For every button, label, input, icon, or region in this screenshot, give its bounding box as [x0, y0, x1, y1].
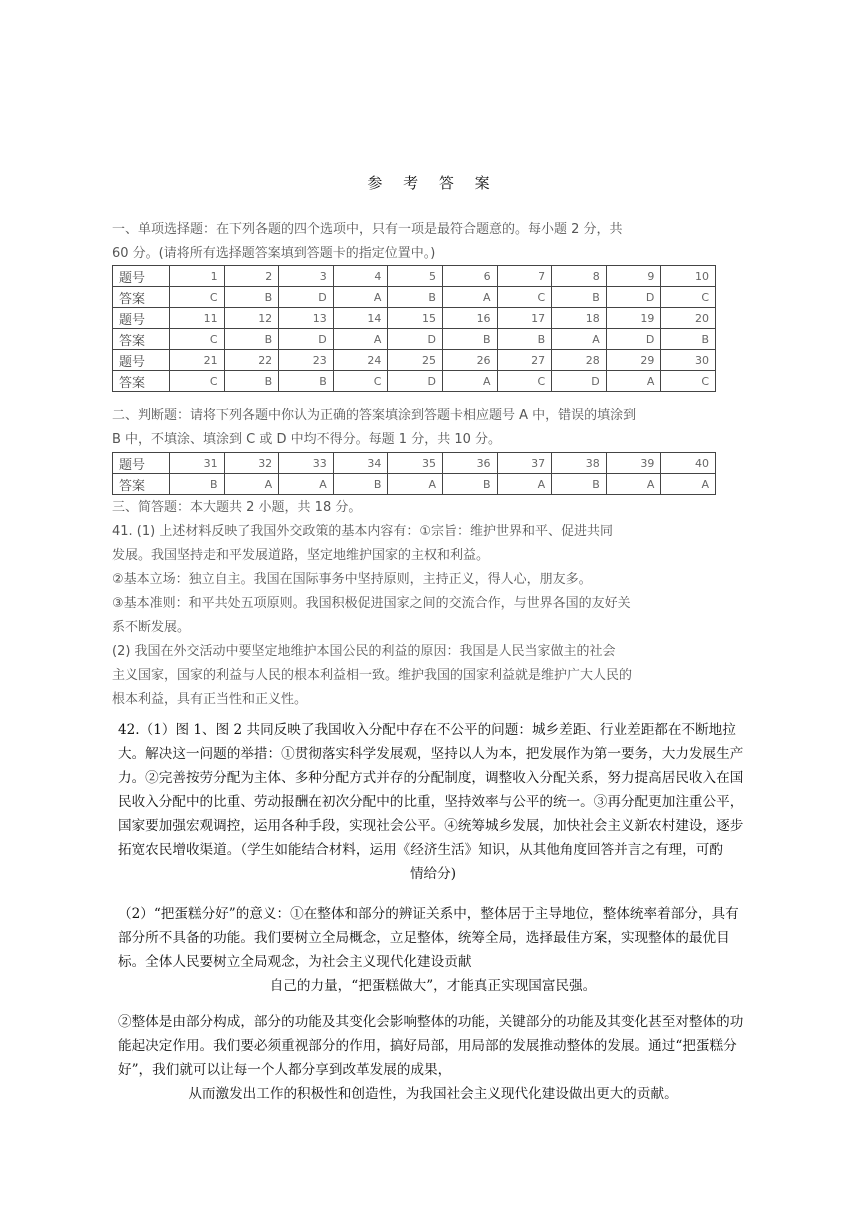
q41-line8: 根本利益，具有正当性和正义性。 [112, 692, 308, 707]
table-cell: 1 [170, 266, 225, 287]
table-cell: A [442, 371, 497, 392]
table-cell: A [497, 474, 552, 495]
table-cell: C [497, 371, 552, 392]
table-row [113, 287, 716, 308]
table-cell: 35 [388, 453, 443, 474]
table-cell: 14 [333, 308, 388, 329]
table-cell: A [661, 474, 716, 495]
row-header-cell: 题号 [113, 266, 170, 287]
table-cell: 20 [661, 308, 716, 329]
answer-table-judgement [112, 452, 716, 495]
table-cell: C [170, 371, 225, 392]
table-cell: 8 [552, 266, 607, 287]
q41-line2: 发展。我国坚持走和平发展道路，坚定地维护国家的主权和利益。 [112, 548, 490, 563]
table-cell: 24 [333, 350, 388, 371]
table-cell: A [333, 329, 388, 350]
table-cell: B [333, 474, 388, 495]
row-header-cell: 答案 [113, 371, 170, 392]
table-cell: D [279, 287, 334, 308]
q41-line7: 主义国家，国家的利益与人民的根本利益相一致。维护我国的国家利益就是维护广大人民的 [112, 668, 633, 683]
q41-line5: 系不断发展。 [112, 620, 191, 635]
table-cell: B [552, 474, 607, 495]
table-cell: 6 [442, 266, 497, 287]
answer-table-judgement-wrapper [112, 452, 718, 495]
table-cell: 7 [497, 266, 552, 287]
section2-line2: B 中，不填涂、填涂到 C 或 D 中均不得分。每题 1 分，共 10 分。 [112, 432, 502, 447]
table-row [113, 474, 716, 495]
table-cell: 3 [279, 266, 334, 287]
q42-part3-last: 从而激发出工作的积极性和创造性，为我国社会主义现代化建设做出更大的贡献。 [188, 1086, 678, 1102]
table-row [113, 308, 716, 329]
table-cell: D [606, 287, 661, 308]
q42-part2-last: 自己的力量，“把蛋糕做大”，才能真正实现国富民强。 [269, 978, 597, 994]
table-cell: 38 [552, 453, 607, 474]
section3-answers [112, 496, 722, 712]
table-cell: A [224, 474, 279, 495]
table-cell: B [224, 371, 279, 392]
table-cell: 12 [224, 308, 279, 329]
q42-part2 [118, 902, 748, 998]
table-row [113, 329, 716, 350]
q42-part2-body: （2）“把蛋糕分好”的意义：①在整体和部分的辨证关系中，整体居于主导地位，整体统率着部分，具有部分所不具备的功能。我们要树立全局概念，立足整体，统筹全局，选择最佳方案，实现整体的最优目标。全体人民要树立全局观念，为社会主义现代化建设贡献 [118, 906, 739, 970]
table-cell: C [170, 287, 225, 308]
table-cell: D [388, 329, 443, 350]
table-cell: 13 [279, 308, 334, 329]
table-cell: 16 [442, 308, 497, 329]
q41-line1: 41. (1) 上述材料反映了我国外交政策的基本内容有：①宗旨：维护世界和平、促进共同 [112, 524, 614, 539]
table-cell: D [388, 371, 443, 392]
q42-part3 [118, 1010, 748, 1106]
table-cell: 17 [497, 308, 552, 329]
answer-table-choice-wrapper [112, 265, 718, 392]
table-cell: A [606, 371, 661, 392]
page-title: 参 考 答 案 [367, 174, 498, 192]
table-cell: C [333, 371, 388, 392]
row-header-cell: 题号 [113, 308, 170, 329]
section3-heading: 三、简答题：本大题共 2 小题，共 18 分。 [112, 500, 362, 515]
table-cell: 31 [170, 453, 225, 474]
table-cell: B [224, 329, 279, 350]
table-cell: 19 [606, 308, 661, 329]
section1-instructions [112, 218, 718, 266]
q41-line6: (2) 我国在外交活动中要坚定地维护本国公民的利益的原因：我国是人民当家做主的社会 [112, 644, 616, 659]
table-cell: A [606, 474, 661, 495]
table-cell: 11 [170, 308, 225, 329]
section2-instructions [112, 404, 718, 452]
table-cell: B [552, 287, 607, 308]
table-cell: 37 [497, 453, 552, 474]
table-cell: 28 [552, 350, 607, 371]
q42-part1-last: 情给分) [409, 866, 457, 882]
table-cell: 23 [279, 350, 334, 371]
table-cell: 21 [170, 350, 225, 371]
table-cell: D [279, 329, 334, 350]
table-cell: 30 [661, 350, 716, 371]
row-header-cell: 题号 [113, 453, 170, 474]
table-cell: 33 [279, 453, 334, 474]
table-cell: 9 [606, 266, 661, 287]
table-cell: A [333, 287, 388, 308]
table-cell: 40 [661, 453, 716, 474]
table-row [113, 453, 716, 474]
table-cell: C [661, 371, 716, 392]
section1-line2: 60 分。(请将所有选择题答案填到答题卡的指定位置中。) [112, 246, 436, 261]
row-header-cell: 题号 [113, 350, 170, 371]
table-cell: C [170, 329, 225, 350]
answer-table-choice [112, 265, 716, 392]
q42-part1-body: 42.（1）图 1、图 2 共同反映了我国收入分配中存在不公平的问题：城乡差距、行业差距都在不断地拉大。解决这一问题的举措：①贯彻落实科学发展观，坚持以人为本，把发展作为第一要务，大力发展生产力。②完善按劳分配为主体、多种分配方式并存的分配制度，调整收入分配关系，努力提高居民收入在国民收入分配中的比重、劳动报酬在初次分配中的比重，坚持效率与公平的统一。③再分配更加注重公平，国家要加强宏观调控，运用各种手段，实现社会公平。④统筹城乡发展，加快社会主义新农村建设，逐步拓宽农民增收渠道。（学生如能结合材料，运用《经济生活》知识，从其他角度回答并言之有理，可酌 [118, 722, 744, 858]
table-cell: B [224, 287, 279, 308]
table-cell: 32 [224, 453, 279, 474]
table-cell: B [442, 329, 497, 350]
table-cell: C [661, 287, 716, 308]
q42-part3-body: ②整体是由部分构成，部分的功能及其变化会影响整体的功能，关键部分的功能及其变化甚至对整体的功能起决定作用。我们要必须重视部分的作用，搞好局部，用局部的发展推动整体的发展。通过“把蛋糕分好”，我们就可以让每一个人都分享到改革发展的成果， [118, 1014, 744, 1078]
table-cell: A [388, 474, 443, 495]
table-cell: B [442, 474, 497, 495]
table-cell: C [497, 287, 552, 308]
row-header-cell: 答案 [113, 287, 170, 308]
table-cell: B [279, 371, 334, 392]
table-cell: 26 [442, 350, 497, 371]
section1-line1: 一、单项选择题：在下列各题的四个选项中，只有一项是最符合题意的。每小题 2 分，共 [112, 222, 623, 237]
table-cell: 2 [224, 266, 279, 287]
table-cell: B [388, 287, 443, 308]
table-row [113, 350, 716, 371]
table-cell: 22 [224, 350, 279, 371]
table-cell: 34 [333, 453, 388, 474]
table-cell: 18 [552, 308, 607, 329]
table-cell: B [661, 329, 716, 350]
table-cell: 36 [442, 453, 497, 474]
table-cell: D [606, 329, 661, 350]
table-cell: 39 [606, 453, 661, 474]
table-cell: A [279, 474, 334, 495]
table-cell: B [497, 329, 552, 350]
table-cell: D [552, 371, 607, 392]
row-header-cell: 答案 [113, 474, 170, 495]
q41-line4: ③基本准则：和平共处五项原则。我国积极促进国家之间的交流合作，与世界各国的友好关 [112, 596, 631, 611]
table-cell: 4 [333, 266, 388, 287]
table-cell: 10 [661, 266, 716, 287]
table-cell: B [170, 474, 225, 495]
table-cell: 25 [388, 350, 443, 371]
table-row [113, 371, 716, 392]
q42-part1 [118, 718, 748, 886]
section2-line1: 二、判断题：请将下列各题中你认为正确的答案填涂到答题卡相应题号 A 中，错误的填涂到 [112, 408, 637, 423]
table-cell: 5 [388, 266, 443, 287]
row-header-cell: 答案 [113, 329, 170, 350]
table-cell: A [442, 287, 497, 308]
table-cell: A [552, 329, 607, 350]
table-row [113, 266, 716, 287]
q41-line3: ②基本立场：独立自主。我国在国际事务中坚持原则，主持正义，得人心，朋友多。 [112, 572, 592, 587]
table-cell: 15 [388, 308, 443, 329]
table-cell: 29 [606, 350, 661, 371]
table-cell: 27 [497, 350, 552, 371]
